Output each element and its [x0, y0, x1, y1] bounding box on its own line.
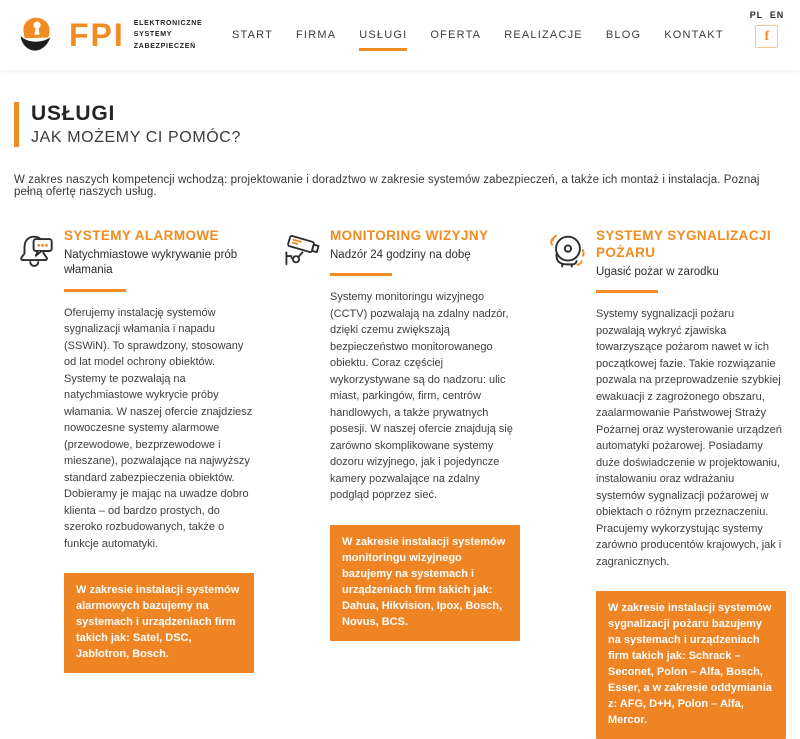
service-card-fire-alarm [546, 228, 786, 739]
service-subtitle: Natychmiastowe wykrywanie prób włamania [64, 248, 238, 277]
facebook-icon: f [764, 28, 770, 44]
service-title: SYSTEMY ALARMOWE [64, 228, 219, 243]
service-content [330, 228, 520, 739]
alarm-bell-message-icon [14, 228, 56, 739]
service-description: Oferujemy instalację systemów sygnalizacji włamania i napadu (SSWiN). To sprawdzony, stosowany od lat model ochrony obiektów. Systemy te pozwalają na natychmiastowe wykrycie próby włamania. W naszej ofercie znajdziesz nowoczesne systemy alarmowe (przewodowe, bezprzewodowe i mieszane), pozwalające na najwyższy standard zabezpieczenia obiektów. Dobieramy je mając na uwadze dobro klienta – od bardzo prostych, do szeroko rozbudowanych, także o funkcje automatyki. [64, 306, 253, 550]
page-title: USŁUGI [31, 102, 116, 125]
accent-divider [64, 289, 126, 292]
nav-item-uslugi[interactable]: USŁUGI [359, 29, 407, 51]
service-title: SYSTEMY SYGNALIZACJI POŻARU [596, 228, 772, 260]
cctv-camera-icon [280, 228, 322, 739]
services-grid [14, 228, 786, 739]
nav-item-realizacje[interactable]: REALIZACJE [504, 29, 583, 41]
service-description: Systemy monitoringu wizyjnego (CCTV) pozwalają na zdalny nadzór, dzięki czemu zwiększają bezpieczeństwo monitorowanego obiektu. Coraz częściej wykorzystywane są do nadzoru: ulic miast, parkingów, firm, centrów handlowych, a także prywatnych posesji. W naszej ofercie znajdują się zarówno skomplikowane systemy dozoru wizyjnego, jak i pojedyncze kamery pozwalające na zdalny podgląd poprzez sieć. [330, 291, 513, 502]
service-card-video-monitoring [280, 228, 520, 739]
language-switcher [750, 10, 784, 20]
brand-tagline: ELEKTRONICZNE SYSTEMY ZABEZPIECZEŃ [133, 19, 203, 50]
fire-alarm-bell-icon [546, 228, 588, 739]
facebook-button[interactable] [755, 25, 778, 48]
nav-item-oferta[interactable]: OFERTA [430, 29, 482, 41]
intro-paragraph: W zakres naszych kompetencji wchodzą: projektowanie i doradztwo w zakresie systemów zabezpieczeń, a także ich montaż i instalacja. Poznaj pełną ofertę naszych usług. [14, 174, 760, 198]
service-card-alarm-systems [14, 228, 254, 739]
accent-divider [596, 290, 658, 293]
service-brands-highlight: W zakresie instalacji systemów monitoringu wizyjnego bazujemy na systemach i urządzeniach firm takich jak: Dahua, Hikvision, Ipox, Bosch, Novus, BCS. [330, 525, 520, 641]
padlock-logo-icon [14, 14, 60, 56]
service-content [596, 228, 786, 739]
main-nav [232, 29, 724, 51]
main-content [0, 102, 800, 739]
service-title: MONITORING WIZYJNY [330, 228, 489, 243]
page-subtitle: JAK MOŻEMY CI POMÓC? [31, 129, 241, 146]
site-header [0, 0, 800, 70]
nav-item-firma[interactable]: FIRMA [296, 29, 337, 41]
nav-item-kontakt[interactable]: KONTAKT [664, 29, 724, 41]
page-heading [14, 102, 786, 147]
nav-item-blog[interactable]: BLOG [605, 29, 642, 41]
brand-logo[interactable] [14, 14, 202, 56]
nav-item-start[interactable]: START [231, 29, 274, 41]
service-subtitle: Ugasić pożar w zarodku [596, 265, 719, 278]
brand-name: FPI [69, 17, 125, 53]
header-utility [750, 10, 784, 48]
service-brands-highlight: W zakresie instalacji systemów sygnalizacji pożaru bazujemy na systemach i urządzeniach firm takich jak: Schrack – Seconet, Polon – Alfa, Bosch, Esser, a w zakresie oddymiania z: AFG, D+H, Polon – Alfa, Mercor. [596, 591, 786, 739]
accent-divider [330, 273, 392, 276]
service-description: Systemy sygnalizacji pożaru pozwalają wykryć zjawiska towarzyszące pożarom nawet w ich początkowej fazie. Takie rozwiązanie pozwala na przeprowadzenie szybkiej ewakuacji z zagrożonego obszaru, zaalarmowanie Państwowej Straży Pożarnej oraz wysterowanie urządzeń automatyki pożarowej. Posiadamy duże doświadczenie w projektowaniu, instalowaniu oraz wdrażaniu systemów sygnalizacji pożarowej w obiektach o różnym przeznaczeniu. Pracujemy wykorzystując systemy zarówno producentów krajowych, jak i zagranicznych. [596, 308, 782, 568]
service-subtitle: Nadzór 24 godziny na dobę [330, 248, 471, 261]
service-brands-highlight: W zakresie instalacji systemów alarmowych bazujemy na systemach i urządzeniach firm takich jak: Satel, DSC, Jablotron, Bosch. [64, 573, 254, 673]
service-content [64, 228, 254, 739]
lang-pl-link[interactable]: PL [749, 10, 763, 20]
lang-en-link[interactable]: EN [769, 10, 784, 20]
